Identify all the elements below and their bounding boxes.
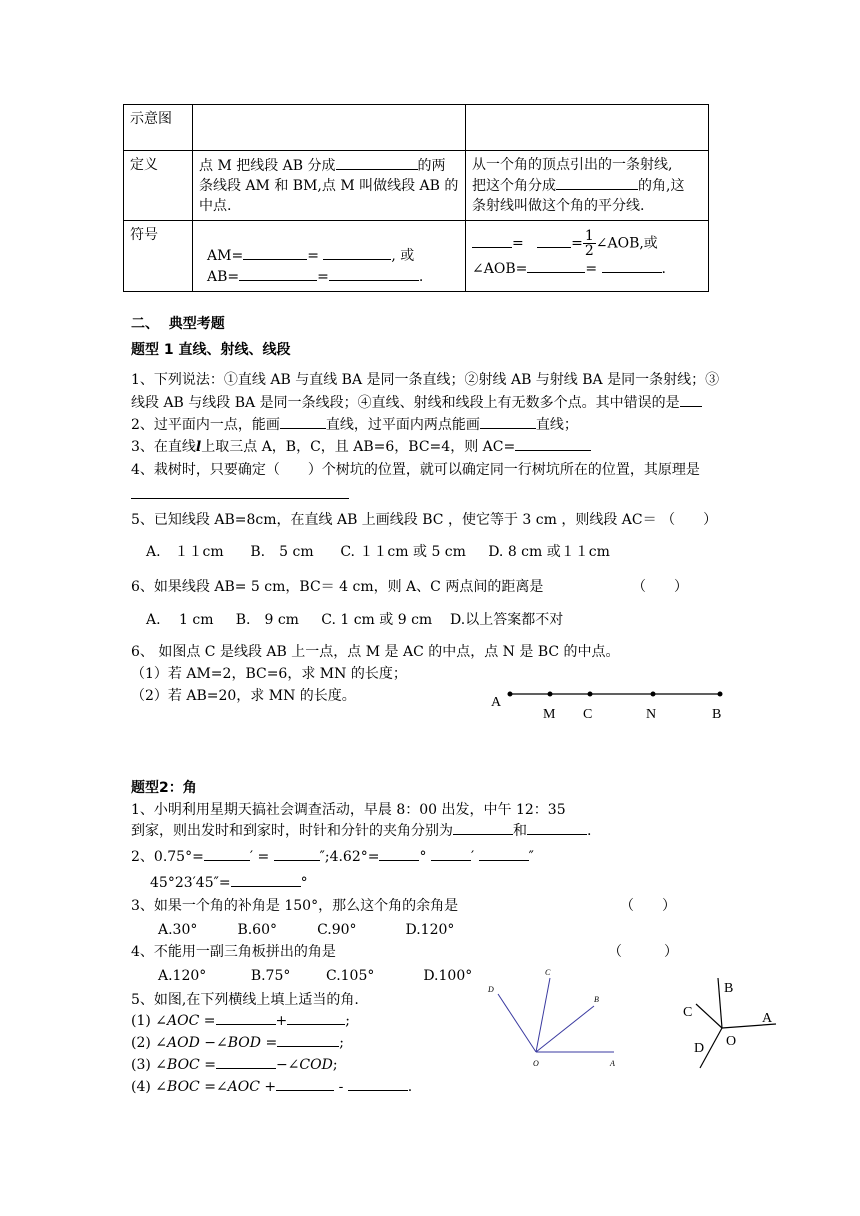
q1-line2: 线段 AB 与线段 BA 是同一条线段；④直线、射线和线段上有无数多个点。其中错误的是 bbox=[131, 392, 702, 413]
q7: 6、 如图点 C 是线段 AB 上一点，点 M 是 AC 的中点，点 N 是 BC 的中点。 bbox=[131, 644, 620, 660]
blank[interactable] bbox=[680, 392, 702, 407]
option[interactable]: B.60° bbox=[237, 922, 277, 938]
option[interactable]: C.105° bbox=[325, 968, 375, 984]
label-a: A bbox=[762, 1011, 773, 1026]
label-d: D bbox=[488, 985, 494, 994]
blank[interactable] bbox=[274, 846, 320, 861]
q2: 2、过平面内一点，能画 直线，过平面内两点能画 直线； bbox=[131, 414, 578, 435]
blank[interactable] bbox=[276, 1076, 334, 1091]
q4-blank[interactable] bbox=[131, 482, 349, 499]
point-a bbox=[508, 692, 513, 697]
option[interactable]: D. 8 cm 或１１cm bbox=[488, 544, 610, 560]
option[interactable]: C. １１cm 或 5 cm bbox=[340, 544, 466, 560]
row-header-definition: 定义 bbox=[124, 151, 193, 221]
option[interactable]: C.90° bbox=[317, 922, 357, 938]
label-c: C bbox=[583, 707, 593, 722]
option[interactable]: B.75° bbox=[250, 968, 291, 984]
t2-q2-line2: 45°23′45″= ° bbox=[150, 872, 308, 893]
q7-part1: （1）若 AM=2，BC=6，求 MN 的长度； bbox=[131, 666, 407, 682]
q4: 4、栽树时，只要确定（ ）个树坑的位置，就可以确定同一行树坑所在的位置，其原理是 bbox=[131, 462, 700, 478]
bisector-definition: 从一个角的顶点引出的一条射线, 把这个角分成 的角,这 条射线叫做这个角的平分线. bbox=[466, 151, 709, 221]
label-n: N bbox=[646, 707, 657, 722]
blank[interactable] bbox=[479, 846, 529, 861]
blank[interactable] bbox=[323, 245, 391, 260]
blank[interactable] bbox=[336, 155, 418, 170]
label-o: O bbox=[726, 1034, 737, 1049]
ray-ob bbox=[718, 978, 722, 1028]
blank[interactable] bbox=[287, 1010, 345, 1025]
blank[interactable] bbox=[453, 820, 513, 835]
row-header-diagram: 示意图 bbox=[124, 105, 193, 151]
bisector-symbols: = = $\frac{1}{2}$ ∠AOB,或 ∠AOB= = . bbox=[466, 221, 709, 292]
label-b: B bbox=[724, 981, 734, 996]
angle-figure-rays bbox=[484, 966, 624, 1072]
option[interactable]: C. 1 cm 或 9 cm bbox=[321, 612, 433, 628]
section-heading: 二、 典型考题 bbox=[131, 316, 225, 332]
label-d: D bbox=[694, 1041, 705, 1056]
definition-table bbox=[123, 104, 709, 292]
one-half-fraction: $\frac{1}{2}$ bbox=[584, 228, 594, 259]
type1-title: 题型 1 直线、射线、线段 bbox=[131, 342, 291, 358]
q6-options bbox=[146, 610, 563, 630]
q6-answer-paren[interactable]: （ ） bbox=[632, 579, 688, 595]
ray-oc bbox=[536, 978, 550, 1052]
t2-q3: 3、如果一个角的补角是 150°，那么这个角的余角是 bbox=[131, 898, 459, 914]
t2-q4-answer-paren[interactable]: （ ） bbox=[608, 944, 678, 960]
blank[interactable] bbox=[277, 1032, 339, 1047]
blank[interactable] bbox=[231, 872, 301, 887]
ray-oc bbox=[696, 1004, 722, 1028]
option[interactable]: A. １１cm bbox=[146, 544, 224, 560]
point-m bbox=[548, 692, 553, 697]
t2-q4-options bbox=[158, 966, 472, 986]
q1-line1: 1、下列说法：①直线 AB 与直线 BA 是同一条直线；②射线 AB 与射线 BA 是同一条射线；③ bbox=[131, 372, 720, 388]
blank[interactable] bbox=[515, 436, 591, 451]
label-a: A bbox=[610, 1059, 615, 1068]
bisector-diagram-cell bbox=[466, 105, 709, 151]
option[interactable]: A. 1 cm bbox=[146, 612, 214, 628]
blank[interactable] bbox=[216, 1010, 276, 1025]
blank[interactable] bbox=[472, 233, 512, 248]
label-b: B bbox=[594, 995, 599, 1004]
blank[interactable] bbox=[431, 846, 471, 861]
t2-q2: 2、0.75°= ′ = ″;4.62°= ° ′ ″ bbox=[131, 846, 534, 867]
option[interactable]: D.以上答案都不对 bbox=[450, 612, 564, 628]
midpoint-diagram-cell bbox=[193, 105, 466, 151]
blank[interactable] bbox=[379, 846, 419, 861]
point-n bbox=[651, 692, 656, 697]
label-c: C bbox=[683, 1005, 693, 1020]
blank[interactable] bbox=[243, 245, 307, 260]
q6: 6、如果线段 AB= 5 cm，BC＝ 4 cm，则 A、C 两点间的距离是 bbox=[131, 579, 544, 595]
blank[interactable] bbox=[239, 266, 317, 281]
point-c bbox=[588, 692, 593, 697]
t2-q5: 5、如图,在下列横线上填上适当的角. bbox=[131, 992, 359, 1008]
blank[interactable] bbox=[204, 846, 250, 861]
type2-title: 题型2：角 bbox=[131, 780, 197, 796]
t2-q5-item4: (4) ∠BOC =∠AOC + - . bbox=[131, 1076, 412, 1097]
t2-q1-line2: 到家，则出发时和到家时，时针和分针的夹角分别为 和 . bbox=[131, 820, 591, 841]
label-c: C bbox=[545, 968, 551, 977]
blank[interactable] bbox=[556, 175, 638, 190]
segment-figure bbox=[484, 680, 734, 724]
option[interactable]: D.100° bbox=[423, 968, 473, 984]
point-b bbox=[718, 692, 723, 697]
label-o: O bbox=[533, 1059, 539, 1068]
label-a: A bbox=[491, 695, 502, 710]
option[interactable]: A.30° bbox=[158, 922, 198, 938]
option[interactable]: B. 9 cm bbox=[235, 612, 299, 628]
t2-q5-item1: (1) ∠AOC = + ; bbox=[131, 1010, 350, 1031]
angle-figure-star bbox=[676, 972, 786, 1072]
midpoint-definition: 点 M 把线段 AB 分成 的两 条线段 AM 和 BM,点 M 叫做线段 AB 的 中点. bbox=[193, 151, 466, 221]
blank[interactable] bbox=[348, 1076, 408, 1091]
option[interactable]: D.120° bbox=[405, 922, 455, 938]
option[interactable]: B. 5 cm bbox=[250, 544, 314, 560]
midpoint-symbols: AM= = , 或 AB= = . bbox=[193, 221, 466, 292]
blank[interactable] bbox=[480, 414, 536, 429]
label-m: M bbox=[543, 707, 556, 722]
row-header-symbol: 符号 bbox=[124, 221, 193, 292]
t2-q1-line1: 1、小明利用星期天搞社会调查活动，早晨 8：00 出发，中午 12：35 bbox=[131, 802, 566, 818]
option[interactable]: A.120° bbox=[158, 968, 207, 984]
q5-options bbox=[146, 542, 610, 562]
blank[interactable] bbox=[537, 233, 571, 248]
t2-q5-item2: (2) ∠AOD −∠BOD = ; bbox=[131, 1032, 344, 1053]
ray-od bbox=[498, 994, 536, 1052]
t2-q3-answer-paren[interactable]: （ ） bbox=[620, 898, 676, 914]
t2-q3-options bbox=[158, 920, 454, 940]
q7-part2: （2）若 AB=20，求 MN 的长度。 bbox=[131, 688, 356, 704]
blank[interactable] bbox=[216, 1054, 276, 1069]
t2-q4: 4、不能用一副三角板拼出的角是 bbox=[131, 944, 336, 960]
t2-q5-item3: (3) ∠BOC = −∠COD; bbox=[131, 1054, 338, 1075]
ray-ob bbox=[536, 1006, 594, 1052]
blank[interactable] bbox=[602, 258, 662, 273]
q3: 3、在直线l上取三点 A，B，C，且 AB=6，BC=4，则 AC= bbox=[131, 436, 591, 457]
q5: 5、已知线段 AB=8cm，在直线 AB 上画线段 BC ，使它等于 3 cm ，则线段 AC＝ （ ） bbox=[131, 512, 718, 528]
blank[interactable] bbox=[527, 258, 585, 273]
blank[interactable] bbox=[329, 266, 419, 281]
blank[interactable] bbox=[280, 414, 326, 429]
blank[interactable] bbox=[527, 820, 587, 835]
label-b: B bbox=[712, 707, 722, 722]
